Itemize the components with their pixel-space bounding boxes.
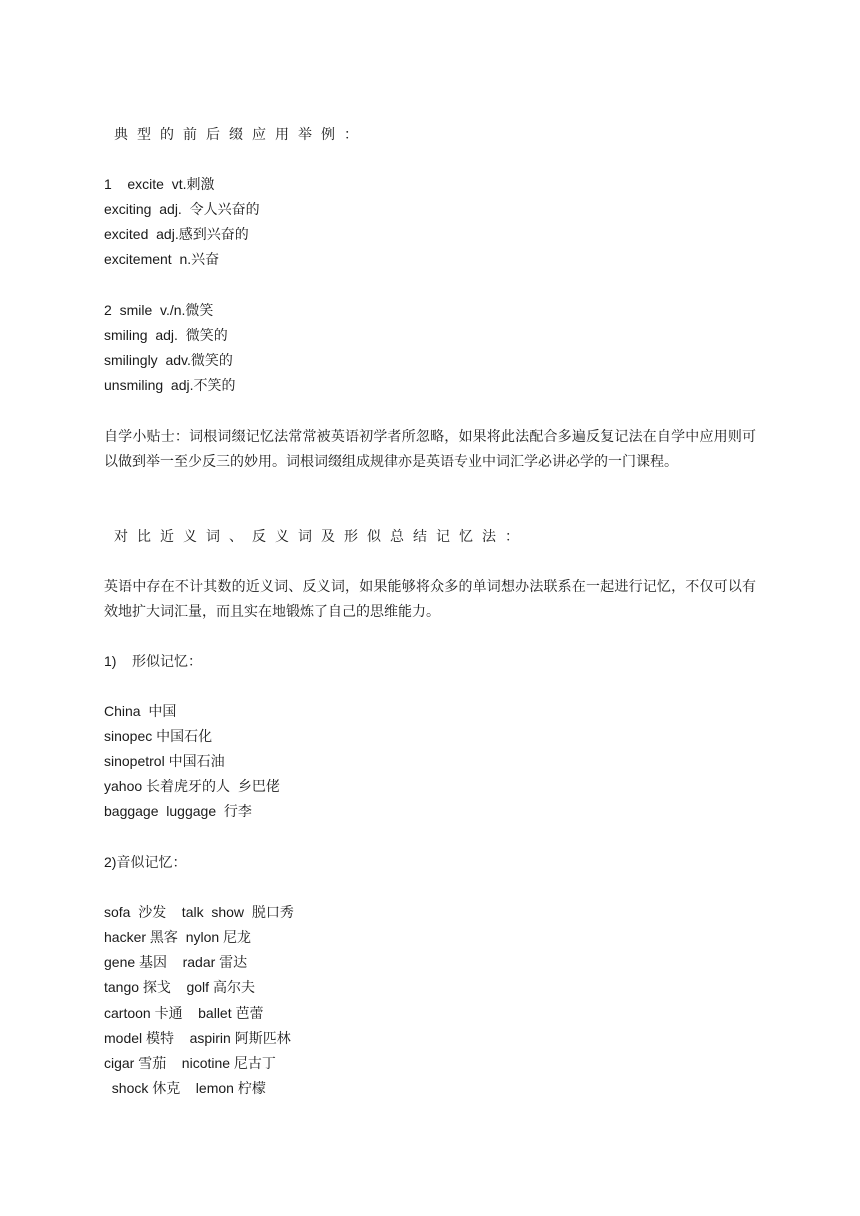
- word-line: smiling adj. 微笑的: [104, 327, 228, 343]
- word-line: yahoo 长着虎牙的人 乡巴佬: [104, 778, 280, 794]
- word-line: sinopetrol 中国石油: [104, 753, 225, 769]
- word-line: tango 探戈 golf 高尔夫: [104, 979, 255, 995]
- self-study-tip-paragraph: 自学小贴士：词根词缀记忆法常常被英语初学者所忽略，如果将此法配合多遍反复记法在自学中应用则可以做到举一至少反三的妙用。词根词缀组成规律亦是英语专业中词汇学必讲必学的一门课程。: [104, 428, 756, 469]
- word-line: sofa 沙发 talk show 脱口秀: [104, 904, 294, 920]
- word-line: baggage luggage 行李: [104, 803, 252, 819]
- section-heading-synonyms: 对比近义词、反义词及形似总结记忆法：: [114, 528, 528, 544]
- word-line: China 中国: [104, 703, 177, 719]
- word-line: gene 基因 radar 雷达: [104, 954, 248, 970]
- word-line: cigar 雪茄 nicotine 尼古丁: [104, 1055, 276, 1071]
- word-line: 2 smile v./n.微笑: [104, 302, 214, 318]
- word-line: excited adj.感到兴奋的: [104, 226, 249, 242]
- word-line: model 模特 aspirin 阿斯匹林: [104, 1030, 291, 1046]
- word-line: unsmiling adj.不笑的: [104, 377, 236, 393]
- word-line: hacker 黑客 nylon 尼龙: [104, 929, 252, 945]
- section-heading-affixes: 典型的前后缀应用举例：: [114, 126, 367, 142]
- subsection-title-sound: 2)音似记忆：: [104, 854, 187, 870]
- word-line: excitement n.兴奋: [104, 251, 220, 267]
- intro-paragraph: 英语中存在不计其数的近义词、反义词，如果能够将众多的单词想办法联系在一起进行记忆，不仅可以有效地扩大词汇量，而且实在地锻炼了自己的思维能力。: [104, 578, 756, 619]
- word-line: exciting adj. 令人兴奋的: [104, 201, 260, 217]
- word-line: 1 excite vt.刺激: [104, 176, 215, 192]
- word-line: shock 休克 lemon 柠檬: [104, 1080, 266, 1096]
- word-line: cartoon 卡通 ballet 芭蕾: [104, 1005, 264, 1021]
- word-line: sinopec 中国石化: [104, 728, 213, 744]
- word-line: smilingly adv.微笑的: [104, 352, 233, 368]
- subsection-title-shape: 1) 形似记忆：: [104, 653, 203, 669]
